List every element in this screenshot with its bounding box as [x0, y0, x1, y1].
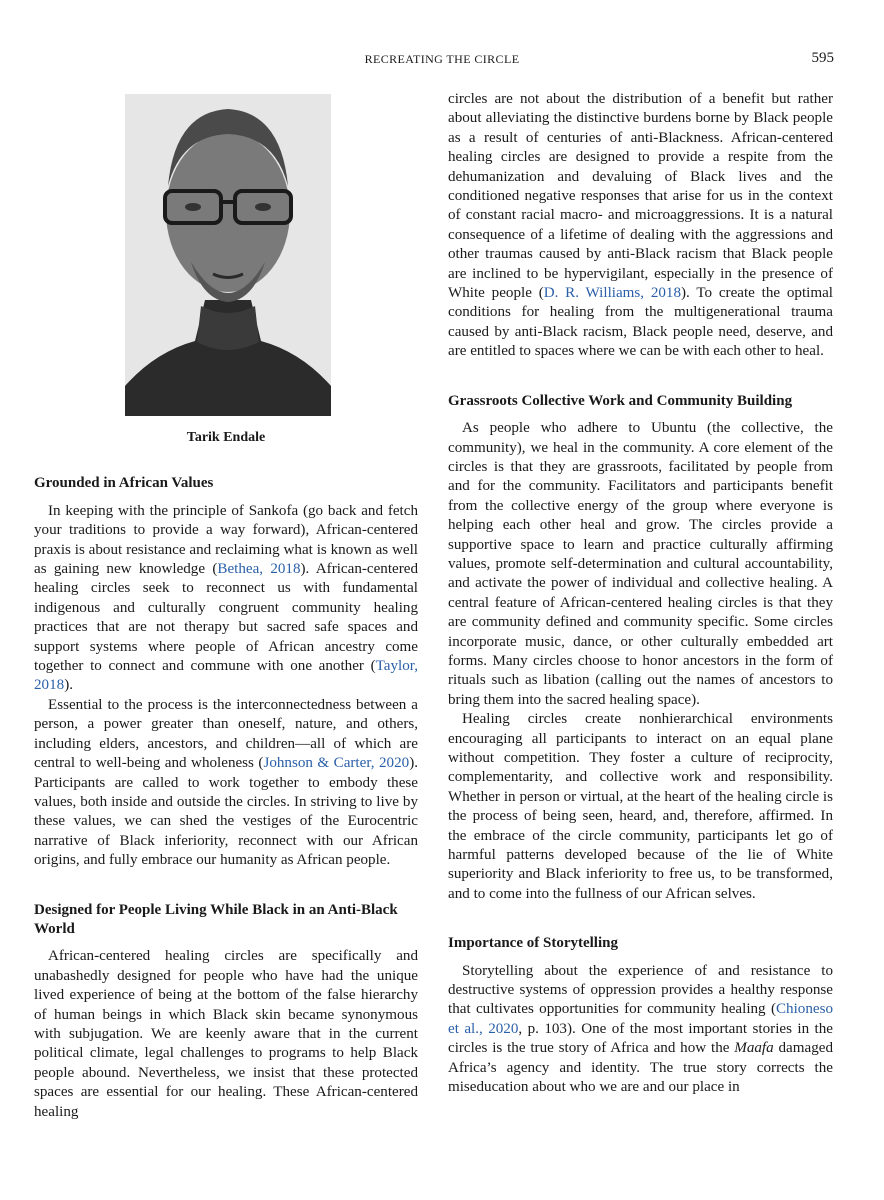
section-heading-designed: Designed for People Living While Black in an Anti-Black World — [34, 901, 398, 937]
section-heading-storytelling: Importance of Storytelling — [448, 935, 618, 952]
citation-williams-2018[interactable]: D. R. Williams, 2018 — [543, 285, 682, 302]
author-portrait-image — [125, 94, 331, 416]
page-number: 595 — [811, 50, 834, 66]
citation-chioneso-2020[interactable]: Chioneso et al., 2020 — [448, 1001, 833, 1037]
paragraph-circles-continued: circles are not about the distribution of a benefit but rather about alleviating the distinctive burdens borne by Black people as a result of centuries of anti-Blackness. African-centered healing circles are designed to provide a respite from the dehumanization and devaluing of Black lives and the conditioned negative responses that arise for us in the context of constant racial macro- and microaggressions. It is a natural consequence of a lifetime of dealing with the aggressions and other traumas caused by anti-Black racism that Black people are inclined to be hypervigilant, especially in the presence of White people (D. R. Williams, 2018). To create the optimal conditions for healing from the multigenerational trauma caused by anti-Black racism, Black people need, deserve, and are entitled to spaces where we can be with each other to heal. — [448, 91, 833, 360]
paragraph-designed: African-centered healing circles are specifically and unabashedly designed for people who have had the unique lived experience of being at the bottom of the false hierarchy of human beings in which Black skin became synonymous with subjugation. We are keenly aware that in the current political climate, legal challenges to programs to help Black people abound. Nevertheless, we insist that these protected spaces are essential for our healing. These African-centered healing — [34, 948, 418, 1120]
citation-johnson-carter-2020[interactable]: Johnson & Carter, 2020 — [263, 755, 410, 772]
photo-caption: Tarik Endale — [186, 430, 266, 445]
citation-taylor-2018[interactable]: Taylor, 2018 — [34, 658, 418, 694]
paragraph-sankofa: In keeping with the principle of Sankofa (go back and fetch your traditions to provide a way forward), African-centered praxis is about resistance and reclaiming what is known as well as gaining new knowledge (Bethea, 2018). African-centered healing circles seek to reconnect us with fundamental indigenous and culturally congruent community healing practices that are not therapy but sacred safe spaces and support systems where people of African ancestry come together to connect and commune with one another (Taylor, 2018). — [34, 502, 419, 694]
paragraph-interconnectedness: Essential to the process is the interconnectedness between a person, a power greater than oneself, nature, and others, including elders, ancestors, and children—all of which are central to well-being and wholeness (Johnson & Carter, 2020). Participants are called to work together to embody these values, both inside and outside the circles. In striving to live by these values, we can shed the vestiges of the Eurocentric narrative of Black inferiority, reconnect with our African origins, and fully embrace our humanity as African people. — [34, 696, 418, 869]
citation-bethea-2018[interactable]: Bethea, 2018 — [217, 561, 301, 578]
section-heading-grassroots: Grassroots Collective Work and Community Building — [448, 392, 793, 409]
section-heading-grounded: Grounded in African Values — [34, 475, 214, 492]
left-column — [34, 90, 418, 1122]
running-title: RECREATING THE CIRCLE — [364, 52, 520, 66]
paragraph-storytelling: Storytelling about the experience of and resistance to destructive systems of oppression provides a healthy response that cultivates opportunities for community healing (Chioneso et al., 2020, p. 103). One of the most important stories in the circles is the true story of Africa and how the Maafa damaged Africa’s agency and identity. The true story corrects the miseducation about who we are and our place in — [448, 962, 833, 1096]
right-column — [448, 90, 833, 1098]
paragraph-nonhierarchical: Healing circles create nonhierarchical environments encouraging all participants to interact on an equal plane without competition. They foster a culture of reciprocity, complementarity, and collective work and responsibility. Whether in person or virtual, at the heart of the healing circle is the process of being seen, heard, and, therefore, affirmed. In the embrace of the circle community, participants let go of harmful patterns developed because of the lie of White superiority and Black inferiority to free us, to be transformed, and to come into the fullness of our African selves. — [448, 711, 833, 902]
author-photo — [125, 94, 331, 416]
running-head — [0, 52, 884, 72]
paragraph-ubuntu: As people who adhere to Ubuntu (the collective, the community), we heal in the community. A core element of the circles is that they are grassroots, facilitated by people from and for the community. Facilitators and participants benefit from the collective energy of the group where everyone is helping each other heal and grow. The circles provide a supportive space to learn and practice culturally affirming values, promote self-determination and cultural accountability, and activate the power of individual and collective healing. A central feature of African-centered healing circles is that they are community defined and community specific. Some circles incorporate music, dance, or other culturally embedded art forms. Many circles choose to honor ancestors in the form of rituals such as libation (calling out the names of ancestors to bring them into the sacred healing space). — [448, 420, 833, 708]
